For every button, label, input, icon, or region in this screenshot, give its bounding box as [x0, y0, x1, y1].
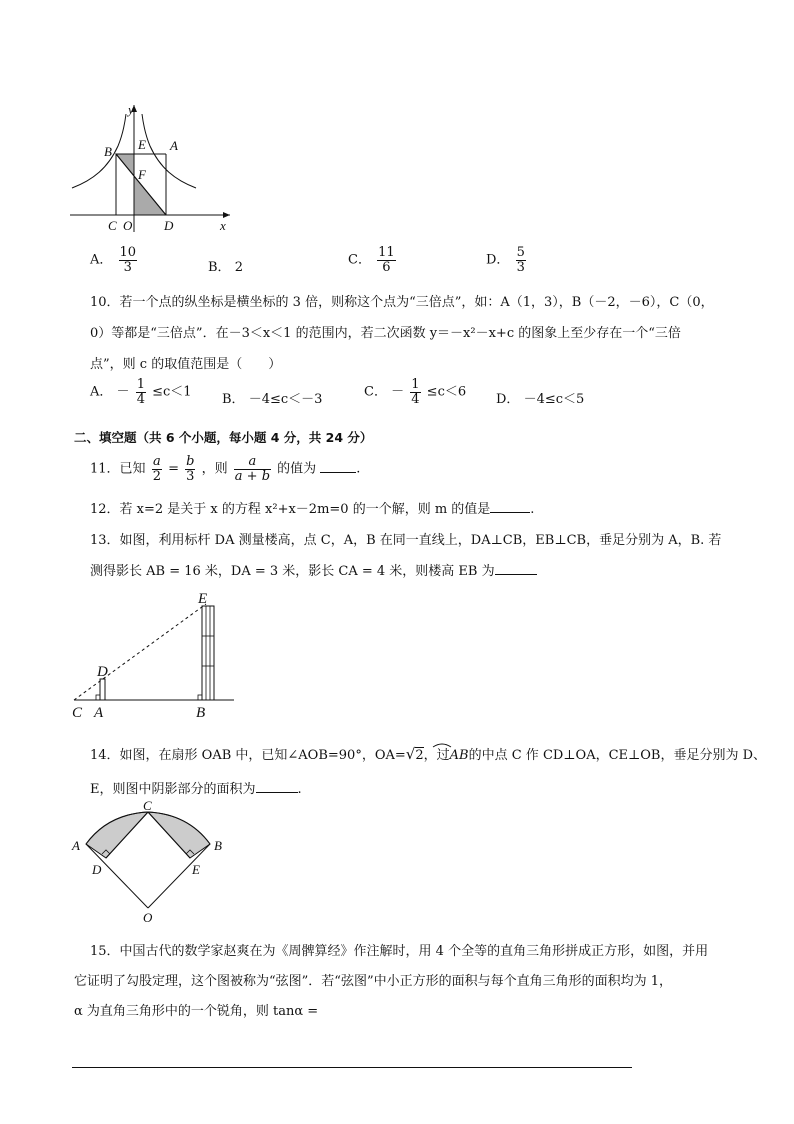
q9-option-d[interactable] — [486, 246, 528, 274]
option-letter: C． — [348, 252, 371, 268]
q14-line-1 — [90, 744, 766, 763]
fig9-label-a: A — [170, 138, 178, 153]
q10-option-a-sign: － — [116, 384, 130, 400]
q10-option-b[interactable] — [222, 388, 322, 407]
hyperbola-right — [142, 114, 196, 188]
q10-option-b-range: －4≤c＜－3 — [248, 392, 323, 407]
q11-fraction-b-over-3: $\frac{b}{3}$ — [186, 454, 195, 484]
q11-suffix: 的值为 — [277, 461, 321, 477]
q10-option-d-range: －4≤c＜5 — [523, 392, 585, 407]
q14-line-2: E，则图中阴影部分的面积为 . — [90, 782, 302, 797]
option-letter: B． — [222, 392, 245, 407]
fig13-label-d: D — [97, 664, 108, 680]
q9-figure — [68, 100, 238, 235]
option-letter: B． — [208, 260, 231, 275]
fig14-label-o: O — [143, 910, 153, 924]
q14-text-b: ，过 — [423, 748, 450, 763]
fig14-label-e: E — [192, 862, 200, 877]
q10-option-c-sign: － — [391, 384, 405, 400]
q10-option-a-fraction: $\frac{1}{4}$ — [136, 377, 145, 407]
q11-equals: = — [168, 461, 180, 477]
q9-option-c-fraction: $\frac{11}{6}$ — [378, 245, 395, 275]
q10-line-1: 10．若一个点的纵坐标是横坐标的 3 倍，则称这个点为“三倍点”，如：A（1，3），B（－2，－6），C（0， — [90, 295, 714, 310]
fig14-label-c: C — [143, 800, 152, 813]
fig13-label-c: C — [72, 705, 83, 720]
q13-line-1: 13．如图，利用标杆 DA 测量楼高，点 C，A，B 在同一直线上，DA⊥CB，EB⊥CB，垂足分别为 A，B. 若 — [90, 533, 722, 548]
q13-line-2 — [90, 560, 537, 579]
fig9-label-f: F — [138, 167, 146, 182]
q10-line-3: 点”，则 c 的取值范围是（ ） — [90, 357, 282, 372]
q12-text: 12．若 x=2 是关于 x 的方程 x²+x－2m=0 的一个解，则 m 的值是 — [90, 502, 491, 517]
q11-fraction-a-over-sum: $\frac{a}{a + b}$ — [234, 454, 271, 484]
fig13-label-e: E — [198, 591, 208, 607]
sight-line — [74, 604, 206, 700]
fig9-label-d: D — [164, 218, 174, 233]
q14-figure — [68, 800, 228, 924]
fig14-label-b: B — [214, 838, 222, 853]
fig9-label-y: y — [128, 102, 134, 117]
building-eb — [202, 606, 214, 700]
fig9-label-o: O — [123, 218, 133, 233]
q10-option-a-range: ≤c＜1 — [152, 384, 192, 400]
arc-mark-icon — [469, 744, 470, 745]
q13-line-2-text: 测得影长 AB = 16 米，DA = 3 米，影长 CA = 4 米，则楼高 EB 为 — [90, 564, 495, 579]
q9-option-a[interactable] — [90, 246, 139, 274]
option-letter: A． — [90, 252, 113, 268]
fig14-label-d: D — [92, 862, 102, 877]
fig13-label-a: A — [94, 705, 104, 720]
fig9-label-x: x — [220, 218, 226, 233]
fig9-label-e: E — [138, 137, 146, 152]
option-letter: D． — [496, 392, 520, 407]
q11-answer-blank[interactable] — [320, 460, 356, 473]
q14-line-2-text: E，则图中阴影部分的面积为 — [90, 782, 256, 797]
option-letter: C． — [364, 384, 387, 400]
q14-text-a: 14．如图，在扇形 OAB 中，已知∠AOB=90°，OA= — [90, 748, 406, 763]
q10-option-c-fraction: $\frac{1}{4}$ — [411, 377, 420, 407]
q13-figure — [68, 590, 238, 720]
fig13-label-b: B — [196, 705, 206, 720]
fig9-label-c: C — [108, 218, 117, 233]
q15-line-2: 它证明了勾股定理，这个图被称为“弦图”．若“弦图”中小正方形的面积与每个直角三角形的面积均为 1， — [74, 974, 672, 989]
fig9-label-b: B — [104, 144, 112, 159]
q14-sqrt-value: 2 — [415, 748, 424, 763]
q9-option-c[interactable] — [348, 246, 398, 274]
q9-option-a-fraction: $\frac{10}{3}$ — [119, 245, 137, 275]
q15-line-3: α 为直角三角形中的一个锐角，则 tanα = — [74, 1004, 319, 1019]
footer-rule — [72, 1067, 632, 1068]
q10-line-2: 0）等都是“三倍点”．在－3＜x＜1 的范围内，若二次函数 y＝－x²－x+c 的图象上至少存在一个“三倍 — [90, 326, 681, 341]
sqrt-symbol: √ — [405, 745, 416, 763]
q10-option-c[interactable] — [364, 378, 466, 406]
q10-option-a[interactable] — [90, 378, 192, 406]
q11-fraction-a-over-2: $\frac{a}{2}$ — [152, 454, 161, 484]
arc-over-ab-icon — [432, 742, 452, 748]
q14-text-c: 的中点 C 作 CD⊥OA，CE⊥OB，垂足分别为 D、 — [468, 748, 767, 763]
pole-da — [100, 679, 105, 700]
q14-answer-blank[interactable] — [256, 780, 298, 793]
fig14-label-a: A — [72, 838, 80, 853]
q11-prefix: 11．已知 — [90, 461, 146, 477]
q12-answer-blank[interactable] — [490, 500, 530, 513]
q14-arc-ab: AB — [449, 748, 469, 763]
q11: 11．已知 $\frac{a}{2}$ = $\frac{b}{3}$ ，则 $\frac{a}{a + b}$ 的值为 . — [90, 454, 361, 484]
q10-option-d[interactable] — [496, 388, 584, 407]
q9-option-b-value: 2 — [234, 260, 243, 275]
q9-option-b[interactable] — [208, 256, 243, 275]
option-letter: D． — [486, 252, 510, 268]
q13-answer-blank[interactable] — [495, 562, 537, 575]
q9-option-d-fraction: $\frac{5}{3}$ — [516, 245, 525, 275]
option-letter: A． — [90, 384, 113, 400]
q15-line-1: 15．中国古代的数学家赵爽在为《周髀算经》作注解时，用 4 个全等的直角三角形拼成正方形，如图，并用 — [90, 944, 709, 959]
q10-option-c-range: ≤c＜6 — [426, 384, 467, 400]
hyperbola-left — [72, 114, 126, 188]
q11-mid: ，则 — [201, 461, 228, 477]
q12: 12．若 x=2 是关于 x 的方程 x²+x－2m=0 的一个解，则 m 的值是 . — [90, 502, 535, 517]
section-heading: 二、填空题（共 6 个小题，每小题 4 分，共 24 分） — [74, 430, 373, 445]
